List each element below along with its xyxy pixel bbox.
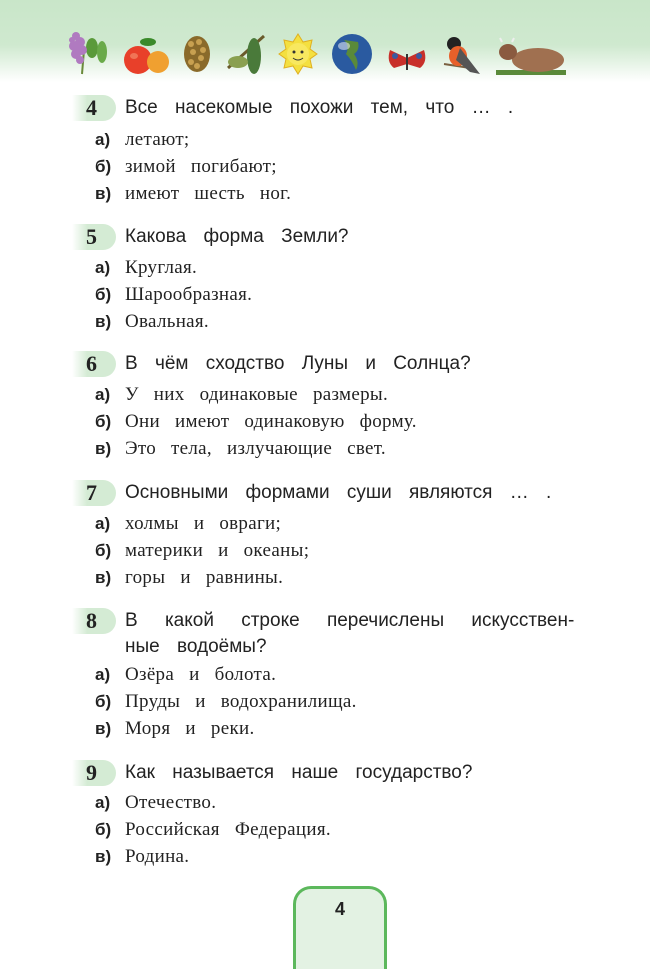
- question-text-line-1: В какой строке перечислены искусствен-: [125, 610, 575, 631]
- question-number-badge: 4: [72, 95, 116, 121]
- sun-icon: [278, 32, 318, 76]
- answer-option-b[interactable]: б) материки и океаны;: [95, 540, 310, 561]
- answer-option-a[interactable]: а) Озёра и болота.: [95, 664, 277, 685]
- answer-option-c[interactable]: в) Это тела, излучающие свет.: [95, 438, 386, 459]
- answer-option-a[interactable]: а) У них одинаковые размеры.: [95, 384, 389, 405]
- answer-option-a[interactable]: а) холмы и овраги;: [95, 513, 282, 534]
- cow-icon: [494, 36, 568, 76]
- question-text: Основными формами суши являются … .: [125, 482, 552, 503]
- pinecone-icon: [182, 34, 212, 76]
- answer-option-c[interactable]: в) Моря и реки.: [95, 718, 255, 739]
- question-number-badge: 9: [72, 760, 116, 786]
- question-text-line-2: ные водоёмы?: [125, 636, 267, 657]
- page-number: 4: [334, 899, 345, 919]
- question-text: Все насекомые похожи тем, что … .: [125, 97, 514, 118]
- page-number-tab: [293, 886, 387, 969]
- answer-option-c[interactable]: в) Овальная.: [95, 311, 209, 332]
- question-number-badge: 6: [72, 351, 116, 377]
- nature-icons-strip: [62, 28, 568, 76]
- answer-option-b[interactable]: б) Российская Федерация.: [95, 819, 331, 840]
- answer-option-b[interactable]: б) зимой погибают;: [95, 156, 277, 177]
- question-number-badge: 7: [72, 480, 116, 506]
- answer-option-a[interactable]: а) Отечество.: [95, 792, 217, 813]
- butterfly-icon: [386, 48, 428, 76]
- question-number-badge: 8: [72, 608, 116, 634]
- answer-option-b[interactable]: б) Шарообразная.: [95, 284, 253, 305]
- answer-option-c[interactable]: в) горы и равнины.: [95, 567, 284, 588]
- question-text: Какова форма Земли?: [125, 226, 349, 247]
- bullfinch-icon: [440, 34, 482, 76]
- answer-option-c[interactable]: в) имеют шесть ног.: [95, 183, 292, 204]
- answer-option-b[interactable]: б) Они имеют одинаковую форму.: [95, 411, 417, 432]
- question-text: [125, 608, 615, 660]
- earth-icon: [330, 32, 374, 76]
- answer-option-a[interactable]: а) летают;: [95, 129, 190, 150]
- question-text: Как называется наше государство?: [125, 762, 473, 783]
- header-banner: [0, 0, 650, 82]
- answer-option-a[interactable]: а) Круглая.: [95, 257, 198, 278]
- lilac-icon: [62, 30, 110, 76]
- apples-icon: [122, 36, 170, 76]
- question-text: В чём сходство Луны и Солнца?: [125, 353, 471, 374]
- answer-option-c[interactable]: в) Родина.: [95, 846, 190, 867]
- answer-option-b[interactable]: б) Пруды и водохранилища.: [95, 691, 357, 712]
- question-number-badge: 5: [72, 224, 116, 250]
- pine-branch-icon: [224, 32, 266, 76]
